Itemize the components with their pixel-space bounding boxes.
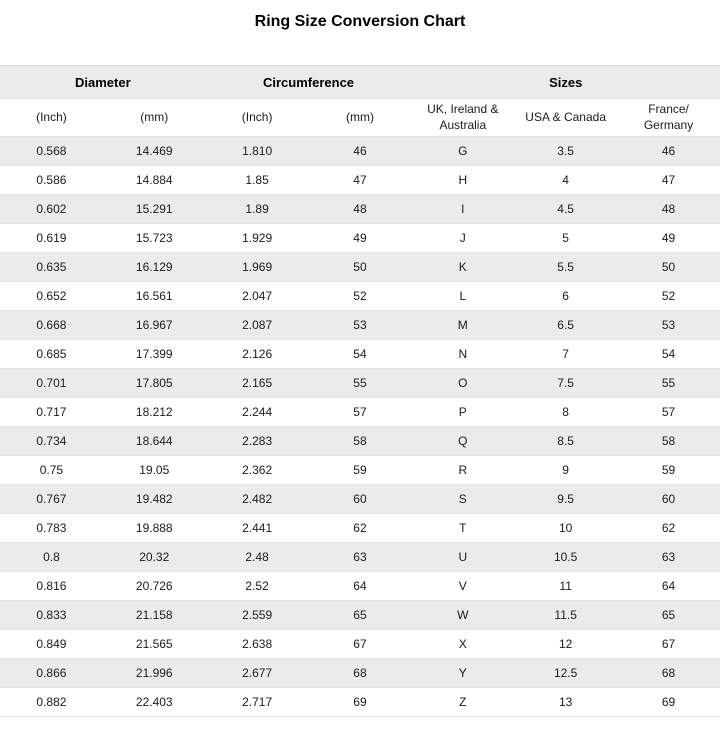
table-cell: 13: [514, 688, 617, 717]
table-cell: 47: [309, 166, 412, 195]
table-cell: 8: [514, 398, 617, 427]
table-row: [0, 456, 720, 485]
table-cell: 57: [617, 398, 720, 427]
table-cell: 0.652: [0, 282, 103, 311]
table-cell: 62: [309, 514, 412, 543]
table-row: [0, 630, 720, 659]
table-row: [0, 659, 720, 688]
table-row: [0, 601, 720, 630]
table-cell: 9: [514, 456, 617, 485]
table-cell: 2.677: [206, 659, 309, 688]
table-cell: U: [411, 543, 514, 572]
table-cell: W: [411, 601, 514, 630]
table-cell: 0.586: [0, 166, 103, 195]
table-cell: R: [411, 456, 514, 485]
table-cell: 15.723: [103, 224, 206, 253]
table-cell: 10: [514, 514, 617, 543]
table-cell: O: [411, 369, 514, 398]
table-row: [0, 340, 720, 369]
table-cell: 49: [309, 224, 412, 253]
table-cell: 2.717: [206, 688, 309, 717]
column-header-circumference-inch: (Inch): [206, 99, 309, 137]
table-cell: 19.482: [103, 485, 206, 514]
table-cell: M: [411, 311, 514, 340]
ring-size-conversion-table: [0, 65, 720, 717]
table-cell: G: [411, 137, 514, 166]
table-row: [0, 282, 720, 311]
table-cell: 53: [617, 311, 720, 340]
table-cell: 52: [617, 282, 720, 311]
table-row: [0, 195, 720, 224]
table-cell: 49: [617, 224, 720, 253]
table-cell: 4.5: [514, 195, 617, 224]
table-cell: 63: [617, 543, 720, 572]
table-cell: 67: [617, 630, 720, 659]
table-cell: 60: [617, 485, 720, 514]
group-header-circumference: Circumference: [206, 66, 412, 99]
table-cell: 0.717: [0, 398, 103, 427]
table-cell: 12.5: [514, 659, 617, 688]
column-header-usa-canada: USA & Canada: [514, 99, 617, 137]
table-cell: 1.929: [206, 224, 309, 253]
table-cell: 0.668: [0, 311, 103, 340]
table-cell: 14.884: [103, 166, 206, 195]
group-header-diameter: Diameter: [0, 66, 206, 99]
table-cell: 2.52: [206, 572, 309, 601]
table-cell: 59: [309, 456, 412, 485]
table-cell: 47: [617, 166, 720, 195]
table-cell: 17.805: [103, 369, 206, 398]
table-cell: 16.967: [103, 311, 206, 340]
table-cell: 20.726: [103, 572, 206, 601]
table-cell: X: [411, 630, 514, 659]
table-cell: 14.469: [103, 137, 206, 166]
table-cell: 19.888: [103, 514, 206, 543]
table-cell: L: [411, 282, 514, 311]
table-cell: 54: [309, 340, 412, 369]
table-cell: 59: [617, 456, 720, 485]
table-cell: 54: [617, 340, 720, 369]
table-cell: 48: [309, 195, 412, 224]
table-cell: 60: [309, 485, 412, 514]
table-cell: 1.89: [206, 195, 309, 224]
table-cell: 6: [514, 282, 617, 311]
table-cell: 3.5: [514, 137, 617, 166]
table-cell: 0.619: [0, 224, 103, 253]
table-cell: 10.5: [514, 543, 617, 572]
table-cell: 2.482: [206, 485, 309, 514]
table-head: [0, 66, 720, 137]
table-row: [0, 572, 720, 601]
table-cell: J: [411, 224, 514, 253]
table-cell: 5.5: [514, 253, 617, 282]
table-cell: 0.602: [0, 195, 103, 224]
table-cell: T: [411, 514, 514, 543]
table-cell: 17.399: [103, 340, 206, 369]
table-cell: 19.05: [103, 456, 206, 485]
column-header-diameter-inch: (Inch): [0, 99, 103, 137]
table-row: [0, 688, 720, 717]
table-cell: 15.291: [103, 195, 206, 224]
table-cell: 46: [617, 137, 720, 166]
table-cell: 0.8: [0, 543, 103, 572]
table-cell: 2.283: [206, 427, 309, 456]
table-cell: 4: [514, 166, 617, 195]
table-cell: 16.129: [103, 253, 206, 282]
table-cell: 2.48: [206, 543, 309, 572]
table-cell: I: [411, 195, 514, 224]
table-cell: 2.126: [206, 340, 309, 369]
table-cell: Z: [411, 688, 514, 717]
table-cell: 64: [617, 572, 720, 601]
table-cell: 2.362: [206, 456, 309, 485]
table-cell: 0.816: [0, 572, 103, 601]
table-cell: 12: [514, 630, 617, 659]
table-cell: 6.5: [514, 311, 617, 340]
table-row: [0, 427, 720, 456]
table-row: [0, 398, 720, 427]
table-cell: 21.565: [103, 630, 206, 659]
table-body: [0, 137, 720, 717]
table-cell: 57: [309, 398, 412, 427]
table-cell: 22.403: [103, 688, 206, 717]
page-title: Ring Size Conversion Chart: [254, 13, 466, 30]
table-row: [0, 311, 720, 340]
column-header-france-germany: France/ Germany: [617, 99, 720, 137]
table-cell: 58: [617, 427, 720, 456]
table-cell: 64: [309, 572, 412, 601]
table-cell: 2.087: [206, 311, 309, 340]
table-cell: 21.158: [103, 601, 206, 630]
table-cell: 21.996: [103, 659, 206, 688]
table-cell: 0.568: [0, 137, 103, 166]
table-cell: 11.5: [514, 601, 617, 630]
table-cell: 46: [309, 137, 412, 166]
table-cell: 62: [617, 514, 720, 543]
table-cell: 11: [514, 572, 617, 601]
table-cell: 48: [617, 195, 720, 224]
table-cell: 58: [309, 427, 412, 456]
table-cell: 0.685: [0, 340, 103, 369]
table-row: [0, 485, 720, 514]
table-cell: 63: [309, 543, 412, 572]
table-cell: 50: [309, 253, 412, 282]
table-cell: 2.244: [206, 398, 309, 427]
table-cell: 0.767: [0, 485, 103, 514]
table-cell: Q: [411, 427, 514, 456]
table-cell: 2.441: [206, 514, 309, 543]
column-header-circumference-mm: (mm): [309, 99, 412, 137]
table-cell: H: [411, 166, 514, 195]
table-cell: S: [411, 485, 514, 514]
table-cell: 7.5: [514, 369, 617, 398]
table-cell: 1.85: [206, 166, 309, 195]
table-cell: 65: [309, 601, 412, 630]
table-cell: 69: [617, 688, 720, 717]
table-cell: 2.047: [206, 282, 309, 311]
table-row: [0, 543, 720, 572]
table-cell: 68: [309, 659, 412, 688]
table-cell: 0.783: [0, 514, 103, 543]
table-cell: 68: [617, 659, 720, 688]
table-cell: 53: [309, 311, 412, 340]
table-cell: 0.866: [0, 659, 103, 688]
group-header-sizes: Sizes: [411, 66, 720, 99]
table-cell: Y: [411, 659, 514, 688]
table-cell: 69: [309, 688, 412, 717]
table-cell: 0.882: [0, 688, 103, 717]
table-cell: 7: [514, 340, 617, 369]
table-cell: 0.701: [0, 369, 103, 398]
table-row: [0, 253, 720, 282]
table-cell: 9.5: [514, 485, 617, 514]
table-cell: 1.969: [206, 253, 309, 282]
table-cell: K: [411, 253, 514, 282]
table-cell: 0.75: [0, 456, 103, 485]
table-cell: 50: [617, 253, 720, 282]
table-cell: 55: [309, 369, 412, 398]
table-cell: 2.559: [206, 601, 309, 630]
table-cell: 0.635: [0, 253, 103, 282]
column-header-uk-ireland-australia: UK, Ireland & Australia: [411, 99, 514, 137]
column-header-diameter-mm: (mm): [103, 99, 206, 137]
table-cell: 18.212: [103, 398, 206, 427]
table-cell: 0.849: [0, 630, 103, 659]
table-row: [0, 514, 720, 543]
table-row: [0, 224, 720, 253]
table-cell: 20.32: [103, 543, 206, 572]
table-cell: 52: [309, 282, 412, 311]
table-cell: 67: [309, 630, 412, 659]
table-cell: 0.833: [0, 601, 103, 630]
table-cell: N: [411, 340, 514, 369]
table-cell: P: [411, 398, 514, 427]
group-header-row: [0, 66, 720, 99]
table-cell: 1.810: [206, 137, 309, 166]
table-row: [0, 166, 720, 195]
table-cell: V: [411, 572, 514, 601]
column-header-row: [0, 99, 720, 137]
table-cell: 2.638: [206, 630, 309, 659]
table-cell: 16.561: [103, 282, 206, 311]
table-cell: 65: [617, 601, 720, 630]
table-cell: 18.644: [103, 427, 206, 456]
table-cell: 55: [617, 369, 720, 398]
table-row: [0, 369, 720, 398]
table-cell: 2.165: [206, 369, 309, 398]
table-cell: 8.5: [514, 427, 617, 456]
table-cell: 0.734: [0, 427, 103, 456]
table-row: [0, 137, 720, 166]
table-cell: 5: [514, 224, 617, 253]
